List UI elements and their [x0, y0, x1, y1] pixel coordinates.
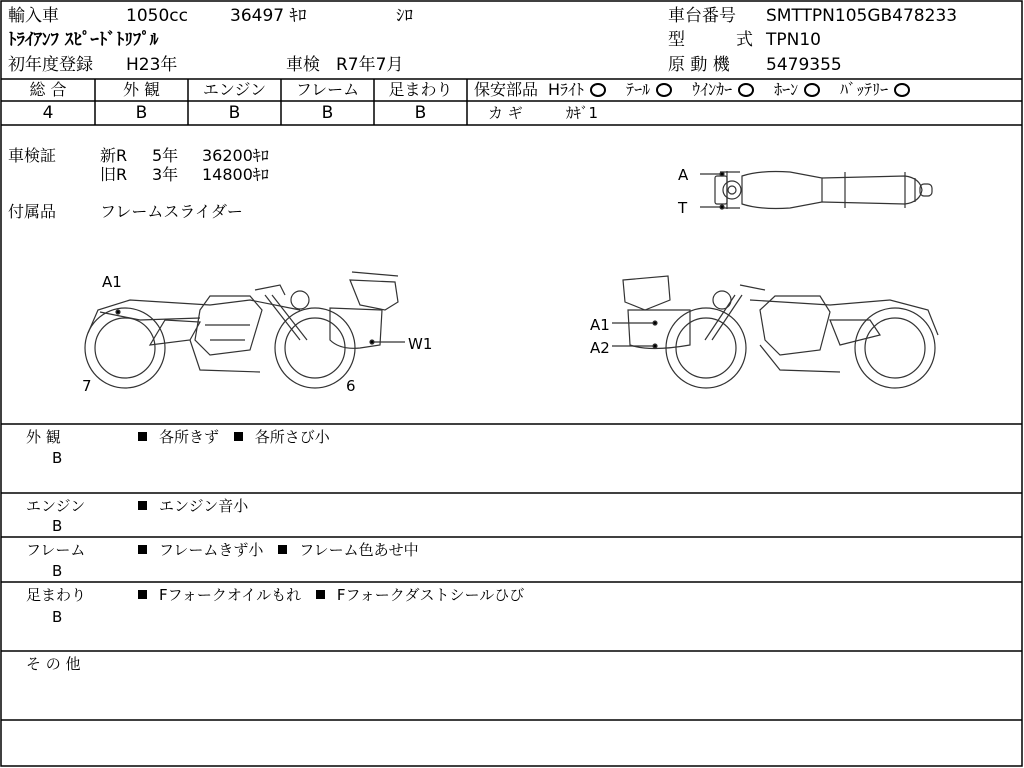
- import-label: 輸入車: [8, 6, 59, 26]
- right-side-motorcycle-diagram: [612, 276, 938, 388]
- key-value: ｶｷﾞ1: [566, 104, 599, 122]
- diagram-label-6: 6: [346, 377, 356, 395]
- type-label-1: 型: [668, 30, 685, 50]
- diagram-label-left-a1: A1: [102, 273, 122, 291]
- bullet-square-icon: [234, 432, 243, 441]
- new-r-km: 36200ｷﾛ: [202, 146, 269, 165]
- engine-no-value: 5479355: [766, 55, 842, 75]
- accessories-label: 付属品: [8, 202, 57, 221]
- comment-frame-items: フレームきず小 フレーム色あせ中: [138, 540, 419, 560]
- diagram-label-w1: W1: [408, 335, 433, 353]
- comment-exterior-items: 各所きず 各所さび小: [138, 427, 330, 447]
- grade-exterior-label: 外 観: [122, 80, 161, 99]
- left-side-motorcycle-diagram: [85, 272, 405, 388]
- new-r-label: 新R: [100, 146, 128, 165]
- inspection-value: R7年7月: [336, 55, 404, 75]
- key-label: カ ギ: [488, 104, 523, 122]
- bullet-square-icon: [138, 432, 147, 441]
- old-r-label: 旧R: [100, 165, 128, 184]
- ok-mark-icon: [590, 83, 606, 97]
- comment-engine-items: エンジン音小: [138, 496, 248, 516]
- ok-mark-icon: [804, 83, 820, 97]
- grade-engine-label: エンジン: [202, 80, 267, 99]
- safety-item-winker: ｳｲﾝｶｰ: [692, 80, 764, 100]
- comment-suspension-items: Fフォークオイルもれ Fフォークダストシールひび: [138, 585, 524, 605]
- model-name: ﾄﾗｲｱﾝﾌ ｽﾋﾟｰﾄﾞﾄﾘﾌﾟﾙ: [8, 30, 159, 50]
- comment-frame-grade: B: [52, 562, 63, 580]
- safety-item-horn: ﾎｰﾝ: [774, 80, 830, 100]
- comment-suspension-grade: B: [52, 608, 63, 626]
- comment-other-label: そ の 他: [26, 655, 81, 673]
- displacement: 1050cc: [126, 6, 188, 26]
- safety-parts-label: 保安部品: [474, 80, 539, 99]
- safety-item-headlight: Hﾗｲﾄ: [548, 80, 616, 100]
- grade-frame-label: フレーム: [295, 80, 360, 99]
- grade-engine-value: B: [228, 103, 241, 123]
- first-reg-value: H23年: [126, 55, 178, 75]
- type-label-2: 式: [736, 30, 753, 50]
- bullet-square-icon: [316, 590, 325, 599]
- engine-no-label: 原 動 機: [668, 55, 730, 75]
- comment-engine-grade: B: [52, 517, 63, 535]
- comment-exterior-label: 外 観: [26, 428, 61, 446]
- new-r-years: 5年: [152, 146, 179, 165]
- diagram-label-a: A: [678, 166, 689, 184]
- old-r-years: 3年: [152, 165, 179, 184]
- diagram-label-t: T: [678, 199, 688, 217]
- old-r-km: 14800ｷﾛ: [202, 165, 269, 184]
- grade-suspension-label: 足まわり: [388, 80, 453, 99]
- mileage: 36497 ｷﾛ: [230, 6, 307, 26]
- grade-overall-label: 総 合: [29, 80, 67, 99]
- accessories-value: フレームスライダー: [100, 202, 243, 221]
- ok-mark-icon: [738, 83, 754, 97]
- cert-label: 車検証: [8, 146, 57, 165]
- color: ｼﾛ: [396, 6, 413, 26]
- ok-mark-icon: [894, 83, 910, 97]
- comment-suspension-label: 足まわり: [26, 586, 87, 604]
- grade-frame-value: B: [321, 103, 334, 123]
- comment-engine-label: エンジン: [26, 497, 86, 515]
- safety-item-battery: ﾊﾞｯﾃﾘｰ: [840, 80, 920, 100]
- bullet-square-icon: [138, 545, 147, 554]
- bullet-square-icon: [138, 501, 147, 510]
- diagram-label-7: 7: [82, 377, 92, 395]
- type-value: TPN10: [766, 30, 821, 50]
- ok-mark-icon: [656, 83, 672, 97]
- diagram-label-right-a2: A2: [590, 339, 610, 357]
- comment-frame-label: フレーム: [26, 541, 86, 559]
- inspection-label: 車検: [286, 55, 320, 75]
- grade-suspension-value: B: [414, 103, 427, 123]
- bullet-square-icon: [278, 545, 287, 554]
- diagram-label-right-a1: A1: [590, 316, 610, 334]
- safety-item-tail: ﾃｰﾙ: [626, 80, 682, 100]
- bullet-square-icon: [138, 590, 147, 599]
- frame-no-label: 車台番号: [668, 6, 736, 26]
- grade-exterior-value: B: [135, 103, 148, 123]
- frame-no-value: SMTTPN105GB478233: [766, 6, 958, 26]
- first-reg-label: 初年度登録: [8, 55, 93, 75]
- top-view-motorcycle-diagram: [700, 171, 932, 209]
- comment-exterior-grade: B: [52, 449, 63, 467]
- safety-parts-row: [474, 80, 930, 100]
- grade-overall-value: 4: [42, 103, 54, 123]
